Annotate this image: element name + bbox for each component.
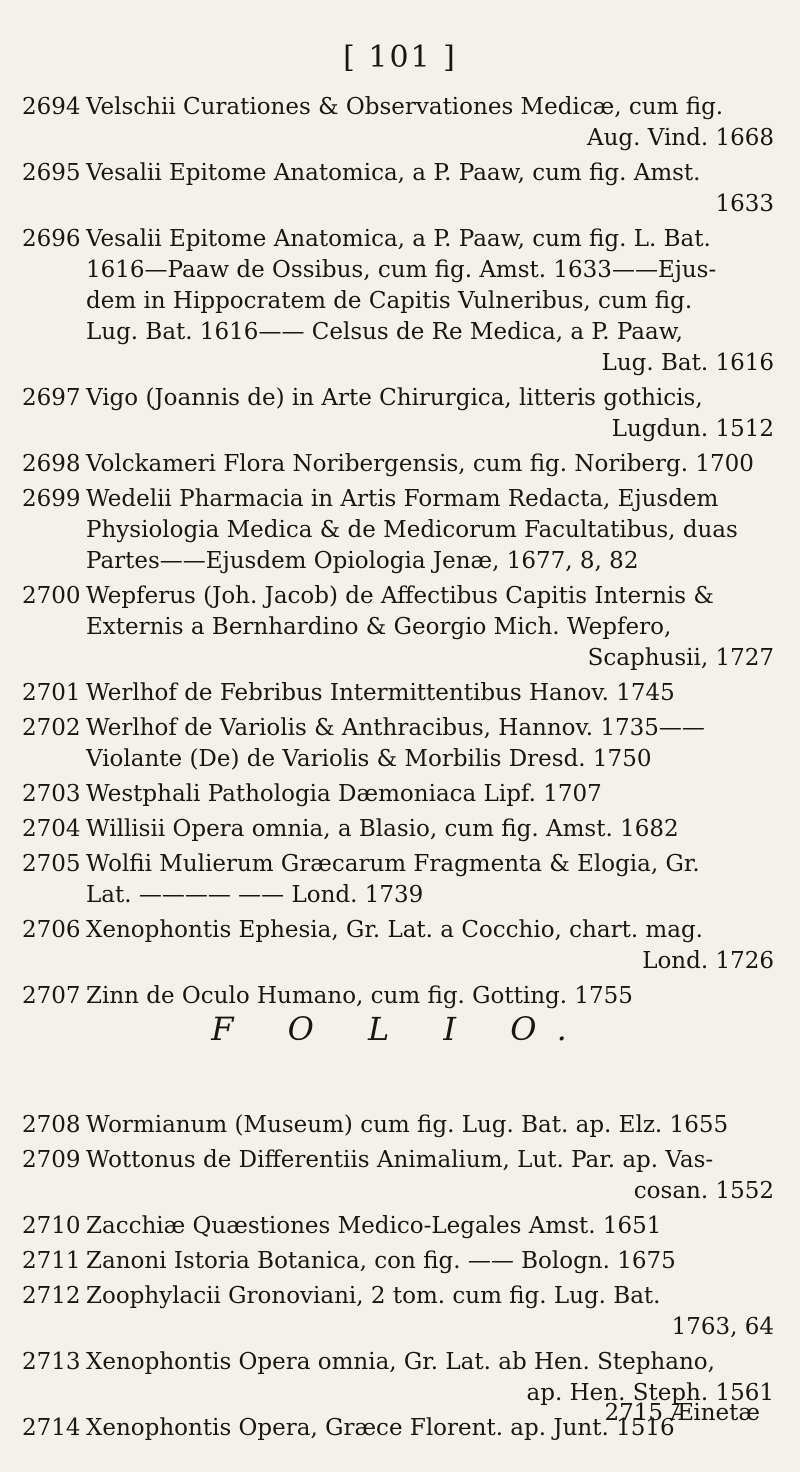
catalogue-entry [22,981,774,1012]
catalogue-entry [22,224,774,379]
entry-imprint: cosan. 1552 [633,1178,774,1204]
entry-number: 2694 [22,94,81,120]
entry-text-line: Vesalii Epitome Anatomica, a P. Paaw, cum fig. Amst. [86,160,701,186]
entry-number: 2705 [22,851,81,877]
catalogue-entry [22,1246,774,1277]
entry-imprint: 1633 [715,191,774,217]
catalogue-entry [22,814,774,845]
entry-text-line: Wormianum (Museum) cum fig. Lug. Bat. ap. Elz. 1655 [86,1112,729,1138]
entry-text-line: Physiologia Medica & de Medicorum Facultatibus, duas [86,517,738,543]
entry-number: 2699 [22,486,81,512]
entry-imprint: Lug. Bat. 1616 [601,350,774,376]
entries-before-section [22,92,774,1016]
entry-text-line: Xenophontis Opera omnia, Gr. Lat. ab Hen. Stephano, [86,1349,715,1375]
entry-imprint: ap. Hen. Steph. 1561 [526,1380,774,1406]
entry-number: 2709 [22,1147,81,1173]
entry-number: 2700 [22,583,81,609]
catalogue-entry [22,915,774,977]
catalogue-entry [22,1110,774,1141]
entry-text-line: Vigo (Joannis de) in Arte Chirurgica, litteris gothicis, [86,385,703,411]
entry-text-line: Xenophontis Opera, Græce Florent. ap. Junt. 1516 [86,1415,675,1441]
entry-number: 2708 [22,1112,81,1138]
entry-number: 2706 [22,917,81,943]
entry-number: 2712 [22,1283,81,1309]
entry-number: 2702 [22,715,81,741]
entry-imprint: Aug. Vind. 1668 [586,125,774,151]
entry-number: 2711 [22,1248,81,1274]
entry-number: 2704 [22,816,81,842]
catalogue-entry [22,1281,774,1343]
entry-text-line: Willisii Opera omnia, a Blasio, cum fig. Amst. 1682 [86,816,679,842]
entries-after-section [22,1110,774,1448]
entry-text-line: Partes——Ejusdem Opiologia Jenæ, 1677, 8, 82 [86,548,639,574]
entry-text-line: 1616—Paaw de Ossibus, cum fig. Amst. 1633——Ejus- [86,257,717,283]
catalogue-entry [22,581,774,674]
catalogue-entry [22,158,774,220]
entry-imprint: Lugdun. 1512 [611,416,774,442]
entry-text-line: Vesalii Epitome Anatomica, a P. Paaw, cum fig. L. Bat. [86,226,711,252]
section-heading: F O L I O. [211,1010,589,1048]
entry-imprint: 1763, 64 [671,1314,774,1340]
catalogue-entry [22,1145,774,1207]
catalogue-entry [22,779,774,810]
entry-text-line: Zanoni Istoria Botanica, con fig. —— Bologn. 1675 [86,1248,676,1274]
entry-number: 2713 [22,1349,81,1375]
catalogue-entry [22,713,774,775]
entry-text-line: Westphali Pathologia Dæmoniaca Lipf. 1707 [86,781,602,807]
entry-text-line: Zinn de Oculo Humano, cum fig. Gotting. 1755 [86,983,633,1009]
entry-text-line: Wolfii Mulierum Græcarum Fragmenta & Elogia, Gr. [86,851,700,877]
entry-number: 2703 [22,781,81,807]
entry-number: 2714 [22,1415,81,1441]
catalogue-entry [22,849,774,911]
entry-number: 2696 [22,226,81,252]
entry-text-line: Wedelii Pharmacia in Artis Formam Redacta, Ejusdem [86,486,719,512]
catalogue-entry [22,484,774,577]
catalogue-entry [22,1211,774,1242]
entry-text-line: Lat. ———— —— Lond. 1739 [86,882,424,908]
page-number: [ 101 ] [343,40,457,75]
entry-imprint: Scaphusii, 1727 [587,645,774,671]
entry-number: 2707 [22,983,81,1009]
entry-text-line: Volckameri Flora Noribergensis, cum fig. Noriberg. 1700 [86,451,754,477]
entry-text-line: Velschii Curationes & Observationes Medicæ, cum fig. [86,94,724,120]
entry-text-line: Xenophontis Ephesia, Gr. Lat. a Cocchio, chart. mag. [86,917,703,943]
catalogue-entry [22,678,774,709]
entry-number: 2695 [22,160,81,186]
entry-text-line: Wottonus de Differentiis Animalium, Lut. Par. ap. Vas- [86,1147,714,1173]
catalogue-entry [22,449,774,480]
entry-text-line: Zoophylacii Gronoviani, 2 tom. cum fig. Lug. Bat. [86,1283,661,1309]
entry-text-line: Werlhof de Variolis & Anthracibus, Hannov. 1735—— [86,715,705,741]
entry-number: 2701 [22,680,81,706]
catalogue-entry [22,92,774,154]
entry-number: 2697 [22,385,81,411]
entry-text-line: Violante (De) de Variolis & Morbilis Dresd. 1750 [86,746,652,772]
entry-text-line: Lug. Bat. 1616—— Celsus de Re Medica, a P. Paaw, [86,319,683,345]
entry-text-line: Zacchiæ Quæstiones Medico-Legales Amst. 1651 [86,1213,662,1239]
entry-text-line: Werlhof de Febribus Intermittentibus Hanov. 1745 [86,680,675,706]
entry-text-line: dem in Hippocratem de Capitis Vulneribus, cum fig. [86,288,693,314]
catchword: 2715 Æinetæ [604,1400,760,1426]
entry-number: 2698 [22,451,81,477]
entry-number: 2710 [22,1213,81,1239]
entry-text-line: Wepferus (Joh. Jacob) de Affectibus Capitis Internis & [86,583,714,609]
entry-imprint: Lond. 1726 [642,948,774,974]
entry-text-line: Externis a Bernhardino & Georgio Mich. Wepfero, [86,614,672,640]
catalogue-entry [22,383,774,445]
